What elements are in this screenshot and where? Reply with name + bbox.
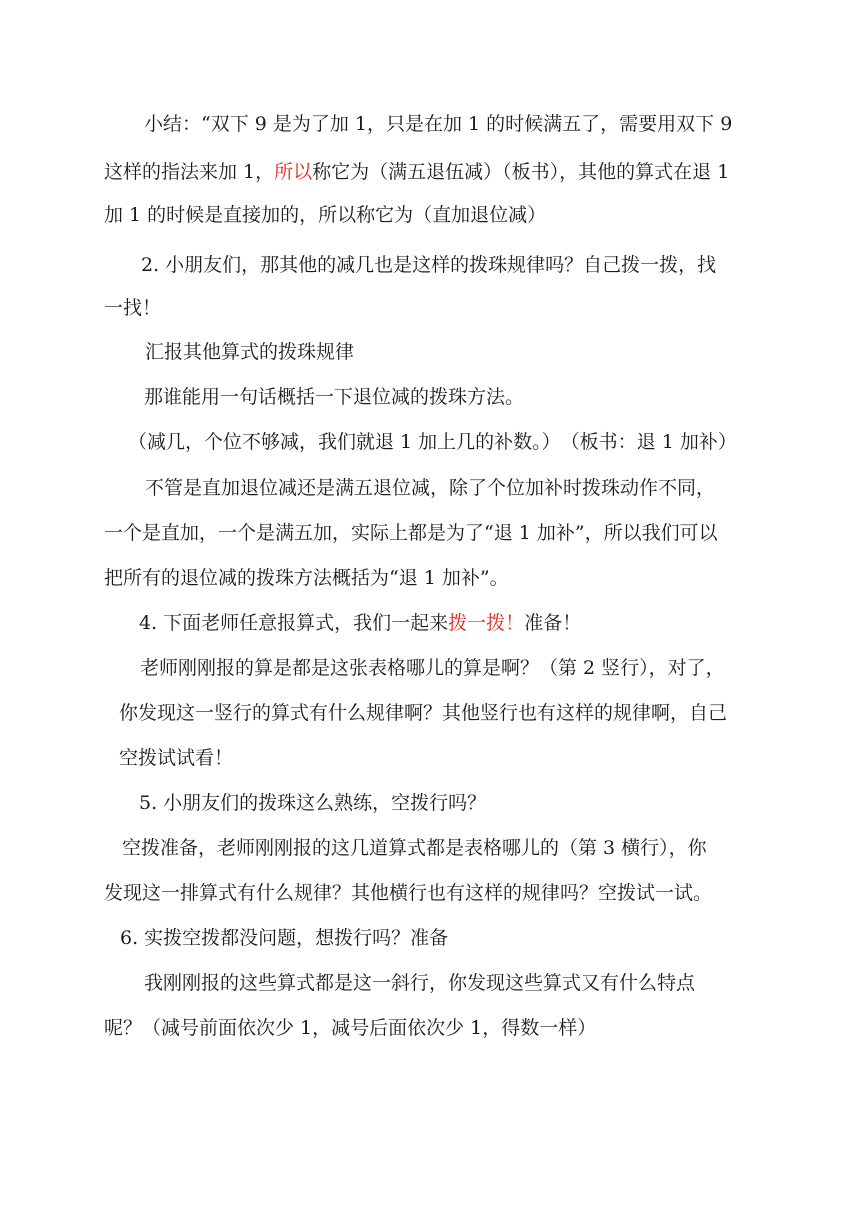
- diagonal-line-1: 我刚刚报的这些算式都是这一斜行，你发现这些算式又有什么特点: [144, 972, 696, 994]
- text-span: 准备！: [524, 612, 582, 634]
- question-line: 那谁能用一句话概括一下退位减的拨珠方法。: [144, 386, 525, 408]
- explain-line-3: 把所有的退位减的拨珠方法概括为“退 1 加补”。: [104, 567, 509, 589]
- text-span: 4. 下面老师任意报算式，我们一起来: [139, 612, 449, 634]
- diagonal-line-2: 呢？（减号前面依次少 1，减号后面依次少 1，得数一样）: [104, 1017, 597, 1039]
- column-line-2: 你发现这一竖行的算式有什么规律啊？其他竖行也有这样的规律啊，自己: [119, 702, 728, 724]
- text-span: 称它为（满五退伍减）（板书），其他的算式在退 1: [312, 161, 730, 183]
- step-4-line: [139, 611, 581, 635]
- row-line-2: 发现这一排算式有什么规律？其他横行也有这样的规律吗？空拨试一试。: [104, 882, 713, 904]
- report-rule-line: 汇报其他算式的拨珠规律: [145, 341, 355, 363]
- step-6-line: 6. 实拨空拨都没问题，想拨行吗？准备: [120, 927, 449, 949]
- answer-board-line: （减几，个位不够减，我们就退 1 加上几的补数。） （板书：退 1 加补）: [128, 431, 737, 453]
- explain-line-1: 不管是直加退位减还是满五退位减，除了个位加补时拨珠动作不同，: [145, 477, 716, 499]
- highlighted-text: 所以: [274, 161, 313, 183]
- summary-line-2: [104, 160, 729, 184]
- step-2-line-1: 2. 小朋友们，那其他的减几也是这样的拨珠规律吗？自己拨一拨，找: [141, 254, 717, 276]
- column-line-1: 老师刚刚报的算是都是这张表格哪儿的算是啊？（第 2 竖行），对了，: [140, 657, 725, 679]
- summary-line-1: 小结：“双下 9 是为了加 1，只是在加 1 的时候满五了，需要用双下 9: [144, 113, 733, 135]
- summary-line-3: 加 1 的时候是直接加的，所以称它为（直加退位减）: [104, 204, 547, 226]
- explain-line-2: 一个是直加，一个是满五加，实际上都是为了“退 1 加补”，所以我们可以: [104, 522, 718, 544]
- text-span: 这样的指法来加 1，: [104, 161, 275, 183]
- highlighted-text: 拨一拨！: [448, 612, 525, 634]
- column-line-3: 空拨试试看！: [119, 747, 234, 769]
- row-line-1: 空拨准备，老师刚刚报的这几道算式都是表格哪儿的（第 3 横行），你: [122, 837, 707, 859]
- step-5-line: 5. 小朋友们的拨珠这么熟练，空拨行吗？: [139, 792, 487, 814]
- step-2-line-2: 一找！: [104, 297, 162, 319]
